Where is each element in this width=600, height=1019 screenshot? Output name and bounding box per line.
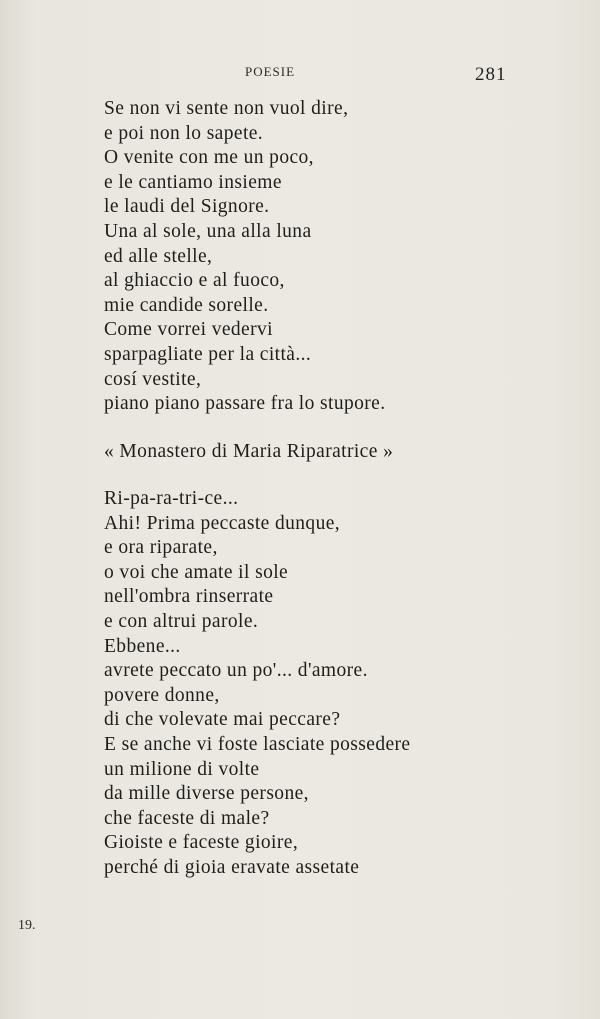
verse-line: perché di gioia eravate assetate <box>104 856 360 878</box>
poem-stanza-2 <box>104 487 411 881</box>
verse-line: Ahi! Prima peccaste dunque, <box>104 512 341 534</box>
verse-line: O venite con me un poco, <box>104 147 314 169</box>
verse-line: Ebbene... <box>104 635 181 657</box>
verse-line: un milione di volte <box>104 758 260 780</box>
verse-line: Una al sole, una alla luna <box>104 220 312 242</box>
verse-line: ed alle stelle, <box>104 245 213 267</box>
poem-stanza-1 <box>104 97 386 417</box>
verse-line: al ghiaccio e al fuoco, <box>104 270 285 292</box>
verse-line: le laudi del Signore. <box>104 196 270 218</box>
verse-line: e poi non lo sapete. <box>104 122 264 144</box>
verse-line: piano piano passare fra lo stupore. <box>104 393 386 415</box>
verse-line: e le cantiamo insieme <box>104 171 282 193</box>
verse-line: di che volevate mai peccare? <box>104 709 341 731</box>
verse-line: avrete peccato un po'... d'amore. <box>104 660 368 682</box>
signature-mark: 19. <box>18 918 36 933</box>
verse-line: sparpagliate per la città... <box>104 343 312 365</box>
verse-line: cosí vestite, <box>104 368 202 390</box>
verse-line: Se non vi sente non vuol dire, <box>104 98 349 119</box>
running-head: POESIE <box>244 64 296 79</box>
page-number: 281 <box>475 64 507 85</box>
verse-line: e ora riparate, <box>104 537 218 559</box>
verse-line: che faceste di male? <box>104 807 270 829</box>
verse-line: povere donne, <box>104 684 220 706</box>
verse-line: Ri-pa-ra-tri-ce... <box>104 488 239 509</box>
verse-line: nell'ombra rinserrate <box>104 586 274 608</box>
verse-line: da mille diverse persone, <box>104 783 309 805</box>
verse-line: E se anche vi foste lasciate possedere <box>104 733 411 755</box>
verse-line: e con altrui parole. <box>104 610 259 632</box>
poem-section-title: « Monastero di Maria Riparatrice » <box>104 441 394 462</box>
verse-line: o voi che amate il sole <box>104 561 289 583</box>
verse-line: mie candide sorelle. <box>104 294 269 316</box>
verse-line: Come vorrei vedervi <box>104 319 273 341</box>
verse-line: Gioiste e faceste gioire, <box>104 832 299 854</box>
